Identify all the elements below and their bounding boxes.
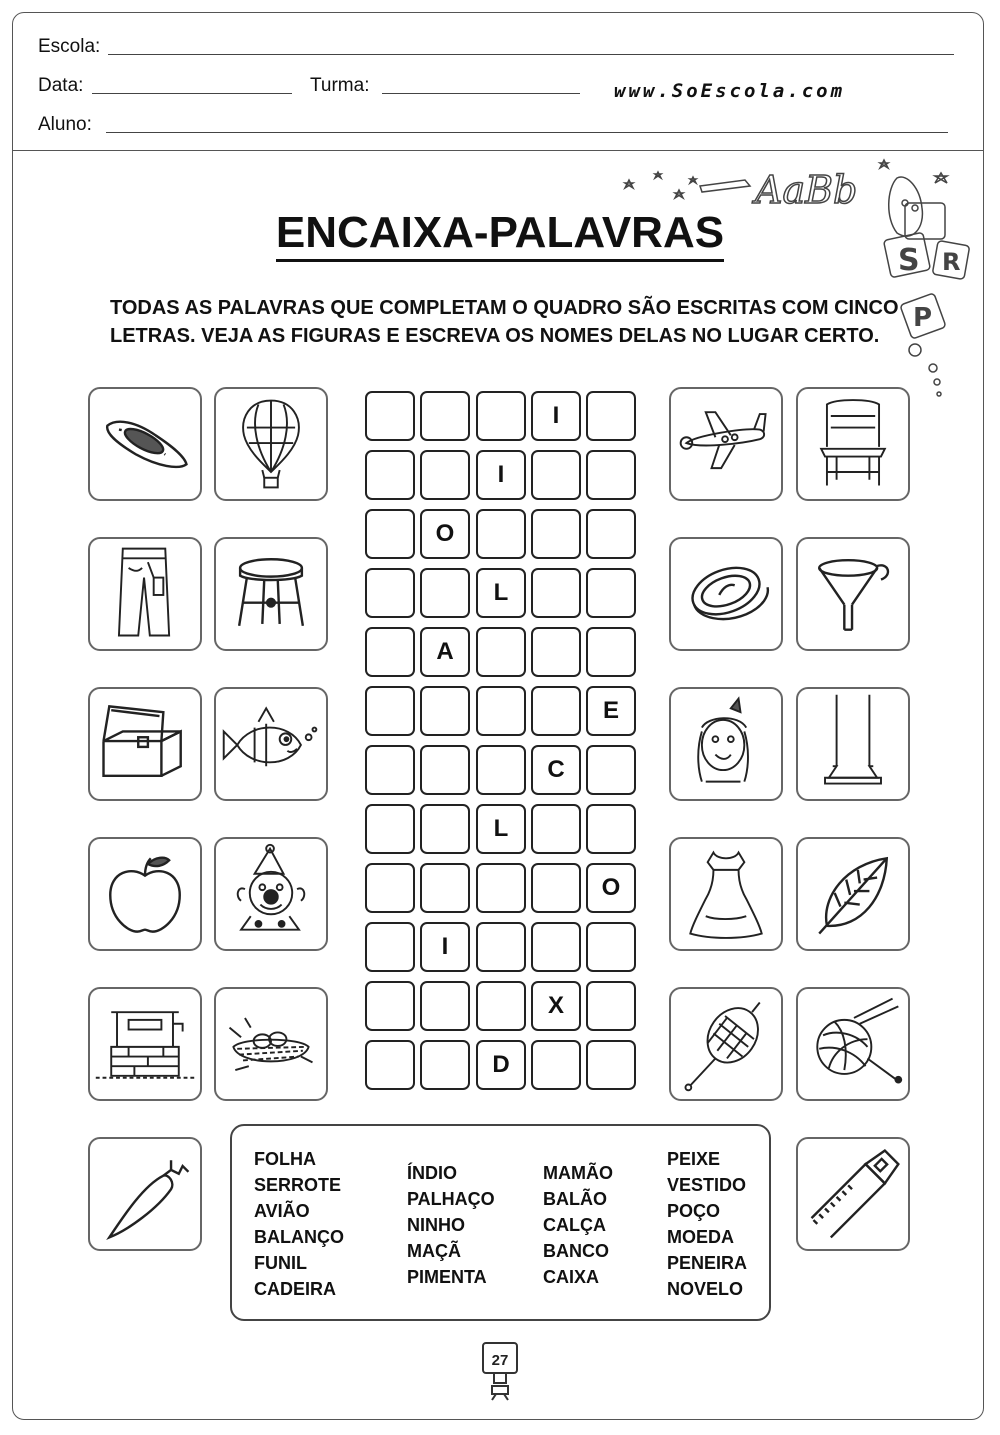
school-label: Escola:: [38, 36, 101, 57]
airplane-icon: [669, 387, 783, 501]
pants-icon: [88, 537, 202, 651]
word-column-4: [667, 1146, 747, 1302]
word-bank-item: CALÇA: [543, 1215, 606, 1235]
title-text: ENCAIXA-PALAVRAS: [276, 208, 724, 262]
apple-icon: [88, 837, 202, 951]
word-bank: [230, 1124, 771, 1321]
grid-cell[interactable]: [531, 450, 581, 500]
yarn-ball-icon: [796, 987, 910, 1101]
word-bank-item: VESTIDO: [667, 1175, 747, 1195]
grid-cell[interactable]: [365, 568, 415, 618]
word-bank-item: BANCO: [543, 1241, 609, 1261]
saw-icon: [796, 1137, 910, 1251]
grid-cell[interactable]: [586, 391, 636, 441]
word-bank-item: BALANÇO: [254, 1227, 344, 1247]
date-field[interactable]: [92, 93, 292, 94]
grid-cell-given: O: [420, 509, 470, 559]
grid-cell[interactable]: [365, 686, 415, 736]
pepper-icon: [88, 1137, 202, 1251]
word-column-1: [254, 1146, 344, 1302]
grid-cell[interactable]: [476, 745, 526, 795]
grid-cell[interactable]: [586, 745, 636, 795]
page-number: 27: [491, 1352, 509, 1369]
date-label: Data:: [38, 75, 84, 96]
treasure-chest-icon: [88, 687, 202, 801]
class-label: Turma:: [310, 75, 370, 96]
word-bank-item: ÍNDIO: [407, 1163, 458, 1183]
word-bank-item: PIMENTA: [407, 1267, 487, 1287]
worksheet-title: [0, 208, 1000, 258]
word-bank-item: PENEIRA: [667, 1253, 748, 1273]
instructions: TODAS AS PALAVRAS QUE COMPLETAM O QUADRO SÃO ESCRITAS COM CINCO LETRAS. VEJA AS FIGURAS E ESCREVA OS NOMES DELAS NO LUGAR CERTO.: [110, 297, 899, 347]
papaya-icon: [88, 387, 202, 501]
grid-cell[interactable]: [476, 391, 526, 441]
website-url: www.SoEscola.com: [614, 80, 846, 102]
grid-cell[interactable]: [420, 450, 470, 500]
grid-cell-given: L: [476, 568, 526, 618]
word-bank-item: BALÃO: [543, 1189, 607, 1209]
word-bank-item: PALHAÇO: [407, 1189, 495, 1209]
grid-cell[interactable]: [365, 804, 415, 854]
student-field[interactable]: [106, 132, 948, 133]
grid-cell[interactable]: [531, 686, 581, 736]
grid-cell[interactable]: [365, 627, 415, 677]
grid-cell[interactable]: [420, 804, 470, 854]
grid-cell[interactable]: [476, 863, 526, 913]
grid-cell[interactable]: [476, 686, 526, 736]
svg-text:R: R: [942, 248, 961, 276]
coin-icon: [669, 537, 783, 651]
grid-cell-given: O: [586, 863, 636, 913]
word-bank-item: MAMÃO: [543, 1163, 613, 1183]
word-bank-item: NOVELO: [667, 1279, 744, 1299]
class-field[interactable]: [382, 93, 580, 94]
word-column-2: [407, 1160, 495, 1290]
word-bank-item: FUNIL: [254, 1253, 307, 1273]
grid-cell-given: D: [476, 1040, 526, 1090]
indian-girl-icon: [669, 687, 783, 801]
grid-cell[interactable]: [365, 391, 415, 441]
grid-cell[interactable]: [420, 686, 470, 736]
swing-icon: [796, 687, 910, 801]
grid-cell[interactable]: [420, 568, 470, 618]
grid-cell[interactable]: [586, 1040, 636, 1090]
grid-cell[interactable]: [586, 981, 636, 1031]
grid-cell-given: A: [420, 627, 470, 677]
grid-cell[interactable]: [420, 1040, 470, 1090]
page-number-badge: [480, 1340, 520, 1402]
funnel-icon: [796, 537, 910, 651]
stool-icon: [214, 537, 328, 651]
grid-cell[interactable]: [365, 922, 415, 972]
grid-cell[interactable]: [531, 627, 581, 677]
word-bank-item: CAIXA: [543, 1267, 600, 1287]
clown-icon: [214, 837, 328, 951]
decoration-corner-icon: [615, 158, 975, 408]
grid-cell[interactable]: [531, 1040, 581, 1090]
grid-cell[interactable]: [531, 568, 581, 618]
grid-cell[interactable]: [586, 568, 636, 618]
word-column-3: [543, 1160, 613, 1290]
dress-icon: [669, 837, 783, 951]
grid-cell[interactable]: [531, 804, 581, 854]
word-bank-item: NINHO: [407, 1215, 465, 1235]
school-field[interactable]: [108, 54, 954, 55]
svg-text:S: S: [898, 243, 920, 278]
grid-cell[interactable]: [531, 509, 581, 559]
grid-cell[interactable]: [420, 391, 470, 441]
strainer-icon: [669, 987, 783, 1101]
header-divider: [12, 150, 984, 151]
word-bank-item: CADEIRA: [254, 1279, 337, 1299]
grid-cell-given: I: [476, 450, 526, 500]
leaf-icon: [796, 837, 910, 951]
grid-cell[interactable]: [476, 509, 526, 559]
grid-cell[interactable]: [365, 509, 415, 559]
grid-cell[interactable]: [476, 922, 526, 972]
word-bank-item: PEIXE: [667, 1149, 721, 1169]
fish-icon: [214, 687, 328, 801]
grid-cell-given: I: [531, 391, 581, 441]
grid-cell-given: L: [476, 804, 526, 854]
grid-cell-given: I: [420, 922, 470, 972]
word-bank-item: POÇO: [667, 1201, 721, 1221]
chair-icon: [796, 387, 910, 501]
grid-cell[interactable]: [586, 922, 636, 972]
grid-cell[interactable]: [365, 450, 415, 500]
grid-cell[interactable]: [531, 922, 581, 972]
grid-cell-given: X: [531, 981, 581, 1031]
grid-cell-given: C: [531, 745, 581, 795]
grid-cell[interactable]: [420, 745, 470, 795]
word-bank-item: MAÇÃ: [407, 1241, 461, 1261]
grid-cell[interactable]: [586, 804, 636, 854]
grid-cell[interactable]: [476, 981, 526, 1031]
word-bank-item: FOLHA: [254, 1149, 316, 1169]
word-bank-item: SERROTE: [254, 1175, 342, 1195]
grid-cell[interactable]: [476, 627, 526, 677]
grid-cell[interactable]: [365, 981, 415, 1031]
word-bank-item: AVIÃO: [254, 1201, 310, 1221]
student-label: Aluno:: [38, 114, 92, 135]
grid-cell[interactable]: [586, 627, 636, 677]
grid-cell[interactable]: [365, 1040, 415, 1090]
grid-cell[interactable]: [420, 981, 470, 1031]
grid-cell[interactable]: [586, 450, 636, 500]
grid-cell[interactable]: [365, 745, 415, 795]
grid-cell[interactable]: [420, 863, 470, 913]
grid-cell-given: E: [586, 686, 636, 736]
grid-cell[interactable]: [365, 863, 415, 913]
nest-icon: [214, 987, 328, 1101]
hot-air-balloon-icon: [214, 387, 328, 501]
grid-cell[interactable]: [531, 863, 581, 913]
well-icon: [88, 987, 202, 1101]
word-bank-item: MOEDA: [667, 1227, 734, 1247]
svg-text:P: P: [913, 303, 933, 333]
svg-text:AaBb: AaBb: [755, 168, 858, 212]
grid-cell[interactable]: [586, 509, 636, 559]
